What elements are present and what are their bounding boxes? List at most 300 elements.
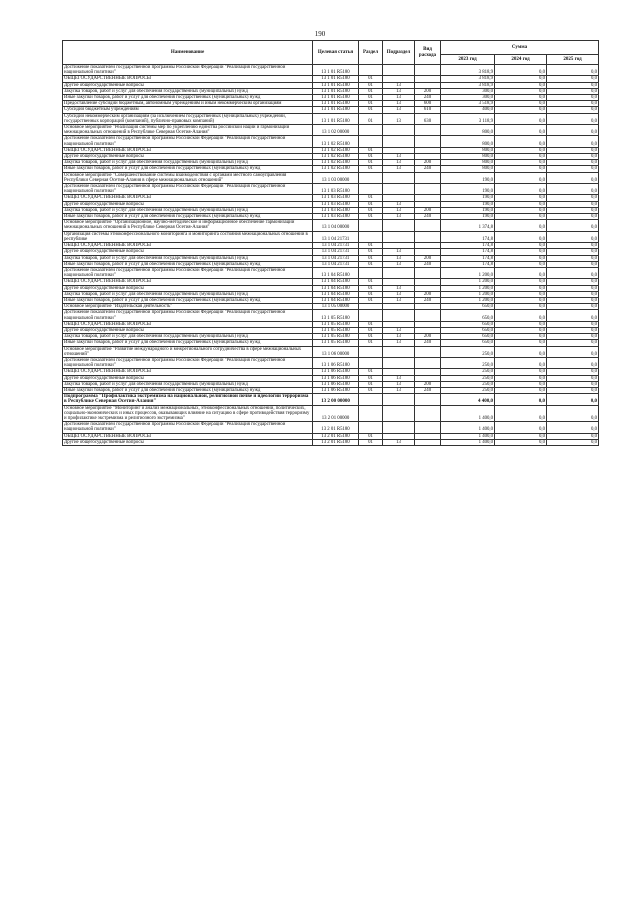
cell-v2023: 250,0 <box>441 387 495 393</box>
cell-v2024: 0,0 <box>495 166 547 172</box>
cell-vr: 200 <box>415 381 441 387</box>
cell-name: ОБЩЕГОСУДАРСТВЕННЫЕ ВОПРОСЫ <box>63 369 313 375</box>
cell-v2024: 0,0 <box>495 291 547 297</box>
cell-v2024: 0,0 <box>495 65 547 76</box>
cell-sub: 13 <box>383 285 415 291</box>
cell-v2023: 650,0 <box>441 334 495 340</box>
cell-v2023: 1 374,8 <box>441 220 495 231</box>
cell-name: ОБЩЕГОСУДАРСТВЕННЫЕ ВОПРОСЫ <box>63 433 313 439</box>
cell-v2023: 250,0 <box>441 346 495 357</box>
cell-vr <box>415 172 441 183</box>
cell-vr: 200 <box>415 207 441 213</box>
cell-vr <box>415 422 441 433</box>
cell-v2024: 0,0 <box>495 214 547 220</box>
cell-v2025: 0,0 <box>547 381 599 387</box>
cell-v2023: 1 400,0 <box>441 405 495 422</box>
cell-v2024: 0,0 <box>495 136 547 147</box>
cell-name: Предоставление субсидий бюджетным, автономным учреждениям и иным некоммерческим организациям <box>63 101 313 107</box>
table-row <box>63 184 599 195</box>
cell-sec <box>359 125 383 136</box>
cell-code: 13 1 01 R5180 <box>313 76 359 82</box>
table-row <box>63 267 599 278</box>
cell-sub: 13 <box>383 166 415 172</box>
cell-v2024: 0,0 <box>495 433 547 439</box>
cell-v2023: 174,8 <box>441 243 495 249</box>
cell-v2024: 0,0 <box>495 375 547 381</box>
cell-code: 13 1 04 R5180 <box>313 267 359 278</box>
table-row <box>63 172 599 183</box>
cell-sub: 13 <box>383 255 415 261</box>
cell-v2024: 0,0 <box>495 261 547 267</box>
cell-sec: 01 <box>359 334 383 340</box>
cell-sec: 01 <box>359 369 383 375</box>
table-row <box>63 394 599 405</box>
cell-code: 13 1 04 21731 <box>313 255 359 261</box>
cell-v2023: 800,0 <box>441 125 495 136</box>
cell-v2024: 0,0 <box>495 297 547 303</box>
cell-sub: 13 <box>383 101 415 107</box>
cell-sub: 13 <box>383 201 415 207</box>
cell-v2023: 800,0 <box>441 147 495 153</box>
cell-v2023: 4 400,0 <box>441 394 495 405</box>
header-subsection: Подраздел <box>383 41 415 65</box>
cell-v2023: 300,0 <box>441 88 495 94</box>
cell-code: 13 1 03 R5180 <box>313 207 359 213</box>
cell-code: 13 1 06 R5180 <box>313 387 359 393</box>
table-body <box>63 65 599 446</box>
cell-name: Основное мероприятие "Реализация системы мер по укреплению единства российской нации и гармонизации межнациональных отношений в Республике Северная Осетия-Алания" <box>63 125 313 136</box>
cell-sub: 13 <box>383 160 415 166</box>
cell-v2024: 0,0 <box>495 113 547 124</box>
table-row <box>63 357 599 368</box>
cell-v2025: 0,0 <box>547 154 599 160</box>
cell-sec: 01 <box>359 214 383 220</box>
cell-v2025: 0,0 <box>547 327 599 333</box>
cell-name: Другие общегосударственные вопросы <box>63 201 313 207</box>
cell-v2024: 0,0 <box>495 381 547 387</box>
table-row <box>63 125 599 136</box>
cell-v2025: 0,0 <box>547 422 599 433</box>
cell-v2024: 0,0 <box>495 340 547 346</box>
cell-v2024: 0,0 <box>495 346 547 357</box>
cell-sub <box>383 125 415 136</box>
cell-vr <box>415 231 441 242</box>
cell-v2024: 0,0 <box>495 107 547 113</box>
cell-vr: 200 <box>415 291 441 297</box>
cell-sub: 13 <box>383 88 415 94</box>
cell-sec: 01 <box>359 279 383 285</box>
cell-v2025: 0,0 <box>547 285 599 291</box>
cell-v2024: 0,0 <box>495 95 547 101</box>
cell-name: Закупка товаров, работ и услуг для обеспечения государственных (муниципальных) нужд <box>63 160 313 166</box>
cell-code: 13 1 05 R5180 <box>313 310 359 321</box>
cell-v2023: 190,0 <box>441 195 495 201</box>
header-name: Наименование <box>63 41 313 65</box>
cell-sec: 01 <box>359 95 383 101</box>
table-row <box>63 65 599 76</box>
cell-v2025: 0,0 <box>547 107 599 113</box>
cell-v2023: 650,0 <box>441 327 495 333</box>
cell-v2023: 400,0 <box>441 107 495 113</box>
cell-v2025: 0,0 <box>547 147 599 153</box>
cell-name: Иные закупки товаров, работ и услуг для обеспечения государственных (муниципальных) нужд <box>63 166 313 172</box>
cell-sub: 13 <box>383 381 415 387</box>
cell-v2023: 800,0 <box>441 166 495 172</box>
cell-v2025: 0,0 <box>547 405 599 422</box>
cell-sub <box>383 184 415 195</box>
cell-code: 13 1 05 R5180 <box>313 334 359 340</box>
cell-v2025: 0,0 <box>547 160 599 166</box>
table-row <box>63 136 599 147</box>
cell-code: 13 1 05 00000 <box>313 304 359 310</box>
cell-sub: 13 <box>383 334 415 340</box>
cell-sub: 13 <box>383 107 415 113</box>
cell-name: Субсидии некоммерческим организациям (за исключением государственных (муниципальных) учреждений, государственных корпораций (компаний), публично-правовых компаний) <box>63 113 313 124</box>
cell-sub <box>383 394 415 405</box>
cell-sec <box>359 267 383 278</box>
cell-name: ОБЩЕГОСУДАРСТВЕННЫЕ ВОПРОСЫ <box>63 147 313 153</box>
cell-name: Закупка товаров, работ и услуг для обеспечения государственных (муниципальных) нужд <box>63 381 313 387</box>
cell-sub: 13 <box>383 95 415 101</box>
cell-v2025: 0,0 <box>547 310 599 321</box>
header-2025: 2025 год <box>547 55 599 65</box>
cell-vr: 200 <box>415 160 441 166</box>
cell-code: 13 1 03 R5180 <box>313 195 359 201</box>
cell-v2025: 0,0 <box>547 297 599 303</box>
table-row <box>63 405 599 422</box>
cell-name: Закупка товаров, работ и услуг для обеспечения государственных (муниципальных) нужд <box>63 88 313 94</box>
cell-vr: 240 <box>415 261 441 267</box>
cell-vr <box>415 125 441 136</box>
cell-v2025: 0,0 <box>547 101 599 107</box>
cell-name: ОБЩЕГОСУДАРСТВЕННЫЕ ВОПРОСЫ <box>63 243 313 249</box>
cell-sec: 01 <box>359 107 383 113</box>
cell-code: 13 1 04 00000 <box>313 220 359 231</box>
cell-sec <box>359 65 383 76</box>
page-number: 190 <box>314 30 326 38</box>
cell-name: Достижение показателей государственной программы Российской Федерации "Реализация государственной национальной политики" <box>63 65 313 76</box>
cell-v2023: 250,0 <box>441 369 495 375</box>
cell-sec: 01 <box>359 160 383 166</box>
cell-v2023: 1 200,0 <box>441 297 495 303</box>
cell-code: 13 1 04 21731 <box>313 261 359 267</box>
cell-v2025: 0,0 <box>547 88 599 94</box>
cell-v2023: 1 200,0 <box>441 291 495 297</box>
cell-code: 13 2 01 R5180 <box>313 439 359 445</box>
header-amount: Сумма <box>441 41 599 55</box>
cell-v2024: 0,0 <box>495 201 547 207</box>
cell-name: Иные закупки товаров, работ и услуг для обеспечения государственных (муниципальных) нужд <box>63 261 313 267</box>
cell-vr <box>415 65 441 76</box>
cell-sec: 01 <box>359 88 383 94</box>
cell-code: 13 2 01 R5180 <box>313 433 359 439</box>
cell-name: Иные закупки товаров, работ и услуг для обеспечения государственных (муниципальных) нужд <box>63 340 313 346</box>
cell-v2025: 0,0 <box>547 172 599 183</box>
cell-sub: 13 <box>383 439 415 445</box>
cell-v2025: 0,0 <box>547 267 599 278</box>
cell-sub: 13 <box>383 291 415 297</box>
cell-name: Достижение показателей государственной программы Российской Федерации "Реализация государственной национальной политики" <box>63 310 313 321</box>
cell-name: Закупка товаров, работ и услуг для обеспечения государственных (муниципальных) нужд <box>63 334 313 340</box>
cell-v2023: 3 818,9 <box>441 76 495 82</box>
header-2023: 2023 год <box>441 55 495 65</box>
cell-name: Достижение показателей государственной программы Российской Федерации "Реализация государственной национальной политики" <box>63 267 313 278</box>
cell-sec: 01 <box>359 113 383 124</box>
cell-v2024: 0,0 <box>495 422 547 433</box>
cell-v2024: 0,0 <box>495 369 547 375</box>
cell-vr <box>415 267 441 278</box>
cell-sec <box>359 136 383 147</box>
cell-vr <box>415 394 441 405</box>
table-header-row <box>63 41 599 55</box>
cell-sec <box>359 172 383 183</box>
cell-code: 13 1 04 R5180 <box>313 297 359 303</box>
header-2024: 2024 год <box>495 55 547 65</box>
cell-v2024: 0,0 <box>495 255 547 261</box>
table-row <box>63 346 599 357</box>
cell-v2023: 800,0 <box>441 136 495 147</box>
cell-v2024: 0,0 <box>495 439 547 445</box>
cell-v2023: 650,0 <box>441 340 495 346</box>
cell-code: 13 1 05 R5180 <box>313 321 359 327</box>
cell-v2024: 0,0 <box>495 285 547 291</box>
cell-sub: 13 <box>383 154 415 160</box>
cell-name: Основное мероприятие "Мониторинг и анализ межнациональных, этноконфессиональных отношений, политических, социально-экономических и иных процессов, оказывающих влияние на ситуацию в сфере противодействия терроризму и профилактике экстремизма и религиозного экстремизма" <box>63 405 313 422</box>
cell-vr <box>415 346 441 357</box>
cell-name: Иные закупки товаров, работ и услуг для обеспечения государственных (муниципальных) нужд <box>63 297 313 303</box>
cell-sub: 13 <box>383 207 415 213</box>
cell-code: 13 1 03 R5180 <box>313 184 359 195</box>
cell-sub <box>383 310 415 321</box>
cell-vr: 200 <box>415 334 441 340</box>
cell-v2024: 0,0 <box>495 231 547 242</box>
cell-sec: 01 <box>359 154 383 160</box>
cell-v2023: 3 118,9 <box>441 113 495 124</box>
cell-sec: 01 <box>359 297 383 303</box>
cell-name: Иные закупки товаров, работ и услуг для обеспечения государственных (муниципальных) нужд <box>63 387 313 393</box>
cell-code: 13 1 04 R5180 <box>313 279 359 285</box>
cell-code: 13 1 01 R5180 <box>313 95 359 101</box>
table-row <box>63 220 599 231</box>
cell-vr: 240 <box>415 214 441 220</box>
cell-sec <box>359 346 383 357</box>
cell-vr <box>415 136 441 147</box>
cell-sec <box>359 394 383 405</box>
cell-v2023: 174,8 <box>441 231 495 242</box>
cell-v2023: 174,8 <box>441 261 495 267</box>
header-section: Раздел <box>359 41 383 65</box>
cell-vr <box>415 439 441 445</box>
cell-v2025: 0,0 <box>547 346 599 357</box>
cell-v2024: 0,0 <box>495 327 547 333</box>
cell-vr: 240 <box>415 340 441 346</box>
cell-v2025: 0,0 <box>547 65 599 76</box>
cell-v2023: 190,0 <box>441 184 495 195</box>
cell-sub: 13 <box>383 249 415 255</box>
cell-sub: 13 <box>383 327 415 333</box>
cell-v2024: 0,0 <box>495 184 547 195</box>
cell-code: 13 1 04 21731 <box>313 249 359 255</box>
cell-v2023: 650,0 <box>441 310 495 321</box>
cell-v2023: 800,0 <box>441 154 495 160</box>
header-code: Целевая статья <box>313 41 359 65</box>
cell-v2025: 0,0 <box>547 334 599 340</box>
cell-code: 13 1 06 R5180 <box>313 381 359 387</box>
cell-sub: 13 <box>383 261 415 267</box>
cell-v2024: 0,0 <box>495 220 547 231</box>
cell-code: 13 1 03 00000 <box>313 172 359 183</box>
cell-v2025: 0,0 <box>547 201 599 207</box>
cell-name: Основное мероприятие "Совершенствование системы взаимодействия с органами местного самоуправления Республики Северная Осетия-Алания в сфере межнациональных отношений" <box>63 172 313 183</box>
cell-sec: 01 <box>359 439 383 445</box>
cell-v2024: 0,0 <box>495 82 547 88</box>
cell-v2025: 0,0 <box>547 433 599 439</box>
table-row <box>63 310 599 321</box>
cell-v2025: 0,0 <box>547 279 599 285</box>
cell-name: Закупка товаров, работ и услуг для обеспечения государственных (муниципальных) нужд <box>63 207 313 213</box>
cell-v2023: 300,0 <box>441 95 495 101</box>
cell-v2023: 3 818,9 <box>441 82 495 88</box>
cell-v2025: 0,0 <box>547 387 599 393</box>
cell-sub <box>383 267 415 278</box>
cell-sec: 01 <box>359 285 383 291</box>
cell-sub <box>383 422 415 433</box>
cell-name: Закупка товаров, работ и услуг для обеспечения государственных (муниципальных) нужд <box>63 255 313 261</box>
cell-code: 13 1 02 R5180 <box>313 166 359 172</box>
cell-v2023: 3 818,9 <box>441 65 495 76</box>
cell-v2023: 174,8 <box>441 249 495 255</box>
cell-sec: 01 <box>359 291 383 297</box>
cell-v2024: 0,0 <box>495 88 547 94</box>
cell-sub: 13 <box>383 340 415 346</box>
cell-name: Субсидии бюджетным учреждениям <box>63 107 313 113</box>
cell-sub: 13 <box>383 113 415 124</box>
cell-name: Другие общегосударственные вопросы <box>63 285 313 291</box>
cell-sec <box>359 357 383 368</box>
table-row <box>63 422 599 433</box>
cell-code: 13 1 01 R5180 <box>313 88 359 94</box>
cell-vr: 240 <box>415 297 441 303</box>
cell-v2025: 0,0 <box>547 76 599 82</box>
cell-sub: 13 <box>383 387 415 393</box>
cell-v2025: 0,0 <box>547 136 599 147</box>
cell-sec: 01 <box>359 243 383 249</box>
cell-code: 13 1 06 R5180 <box>313 369 359 375</box>
cell-v2023: 190,0 <box>441 201 495 207</box>
cell-v2025: 0,0 <box>547 82 599 88</box>
cell-sec <box>359 405 383 422</box>
cell-code: 13 1 04 21731 <box>313 243 359 249</box>
cell-vr: 200 <box>415 255 441 261</box>
cell-sub <box>383 136 415 147</box>
cell-name: Достижение показателей государственной программы Российской Федерации "Реализация государственной национальной политики" <box>63 357 313 368</box>
budget-table <box>62 40 599 446</box>
cell-v2024: 0,0 <box>495 279 547 285</box>
cell-sec: 01 <box>359 255 383 261</box>
cell-v2024: 0,0 <box>495 76 547 82</box>
cell-v2024: 0,0 <box>495 405 547 422</box>
cell-v2025: 0,0 <box>547 231 599 242</box>
cell-v2025: 0,0 <box>547 439 599 445</box>
cell-v2023: 250,0 <box>441 375 495 381</box>
cell-v2023: 250,0 <box>441 381 495 387</box>
cell-code: 13 1 02 R5180 <box>313 147 359 153</box>
cell-name: Организация системы этноконфессионального мониторинга и мониторинга состояния межнациональных отношений в республике <box>63 231 313 242</box>
cell-v2024: 0,0 <box>495 267 547 278</box>
cell-sec: 01 <box>359 261 383 267</box>
cell-vr: 200 <box>415 88 441 94</box>
cell-v2025: 0,0 <box>547 166 599 172</box>
cell-v2024: 0,0 <box>495 195 547 201</box>
cell-sec: 01 <box>359 207 383 213</box>
cell-v2024: 0,0 <box>495 101 547 107</box>
cell-name: Другие общегосударственные вопросы <box>63 82 313 88</box>
cell-v2024: 0,0 <box>495 304 547 310</box>
cell-v2023: 190,0 <box>441 214 495 220</box>
cell-v2023: 190,0 <box>441 207 495 213</box>
cell-vr: 240 <box>415 387 441 393</box>
cell-name: Другие общегосударственные вопросы <box>63 249 313 255</box>
cell-v2025: 0,0 <box>547 357 599 368</box>
cell-v2024: 0,0 <box>495 147 547 153</box>
cell-v2023: 800,0 <box>441 160 495 166</box>
cell-name: Другие общегосударственные вопросы <box>63 375 313 381</box>
cell-v2024: 0,0 <box>495 154 547 160</box>
cell-code: 13 1 02 R5180 <box>313 160 359 166</box>
cell-name: Закупка товаров, работ и услуг для обеспечения государственных (муниципальных) нужд <box>63 291 313 297</box>
cell-v2024: 0,0 <box>495 387 547 393</box>
cell-v2025: 0,0 <box>547 394 599 405</box>
cell-name: Иные закупки товаров, работ и услуг для обеспечения государственных (муниципальных) нужд <box>63 214 313 220</box>
cell-v2024: 0,0 <box>495 243 547 249</box>
header-expense-type: Вид расхода <box>415 41 441 65</box>
cell-sec: 01 <box>359 201 383 207</box>
cell-sec <box>359 310 383 321</box>
cell-v2025: 0,0 <box>547 214 599 220</box>
cell-v2023: 1 400,0 <box>441 422 495 433</box>
cell-sub <box>383 172 415 183</box>
cell-vr <box>415 310 441 321</box>
cell-code: 13 1 06 00000 <box>313 346 359 357</box>
cell-v2025: 0,0 <box>547 184 599 195</box>
cell-v2025: 0,0 <box>547 261 599 267</box>
cell-sec: 01 <box>359 195 383 201</box>
cell-code: 13 1 04 21731 <box>313 231 359 242</box>
cell-sub: 13 <box>383 297 415 303</box>
cell-code: 13 1 01 R5180 <box>313 107 359 113</box>
cell-v2023: 1 400,0 <box>441 433 495 439</box>
cell-v2023: 650,0 <box>441 321 495 327</box>
cell-v2024: 0,0 <box>495 310 547 321</box>
cell-v2024: 0,0 <box>495 160 547 166</box>
cell-sec: 01 <box>359 147 383 153</box>
cell-code: 13 1 05 R5180 <box>313 340 359 346</box>
cell-sec <box>359 422 383 433</box>
cell-code: 13 1 06 R5180 <box>313 357 359 368</box>
cell-v2023: 1 200,0 <box>441 285 495 291</box>
cell-code: 13 1 01 R5180 <box>313 82 359 88</box>
cell-sec: 01 <box>359 375 383 381</box>
cell-v2025: 0,0 <box>547 249 599 255</box>
cell-v2025: 0,0 <box>547 125 599 136</box>
cell-sub: 13 <box>383 82 415 88</box>
cell-name: Другие общегосударственные вопросы <box>63 154 313 160</box>
cell-sec <box>359 184 383 195</box>
cell-sub <box>383 405 415 422</box>
cell-sec: 01 <box>359 166 383 172</box>
cell-sec: 01 <box>359 387 383 393</box>
cell-sub <box>383 231 415 242</box>
